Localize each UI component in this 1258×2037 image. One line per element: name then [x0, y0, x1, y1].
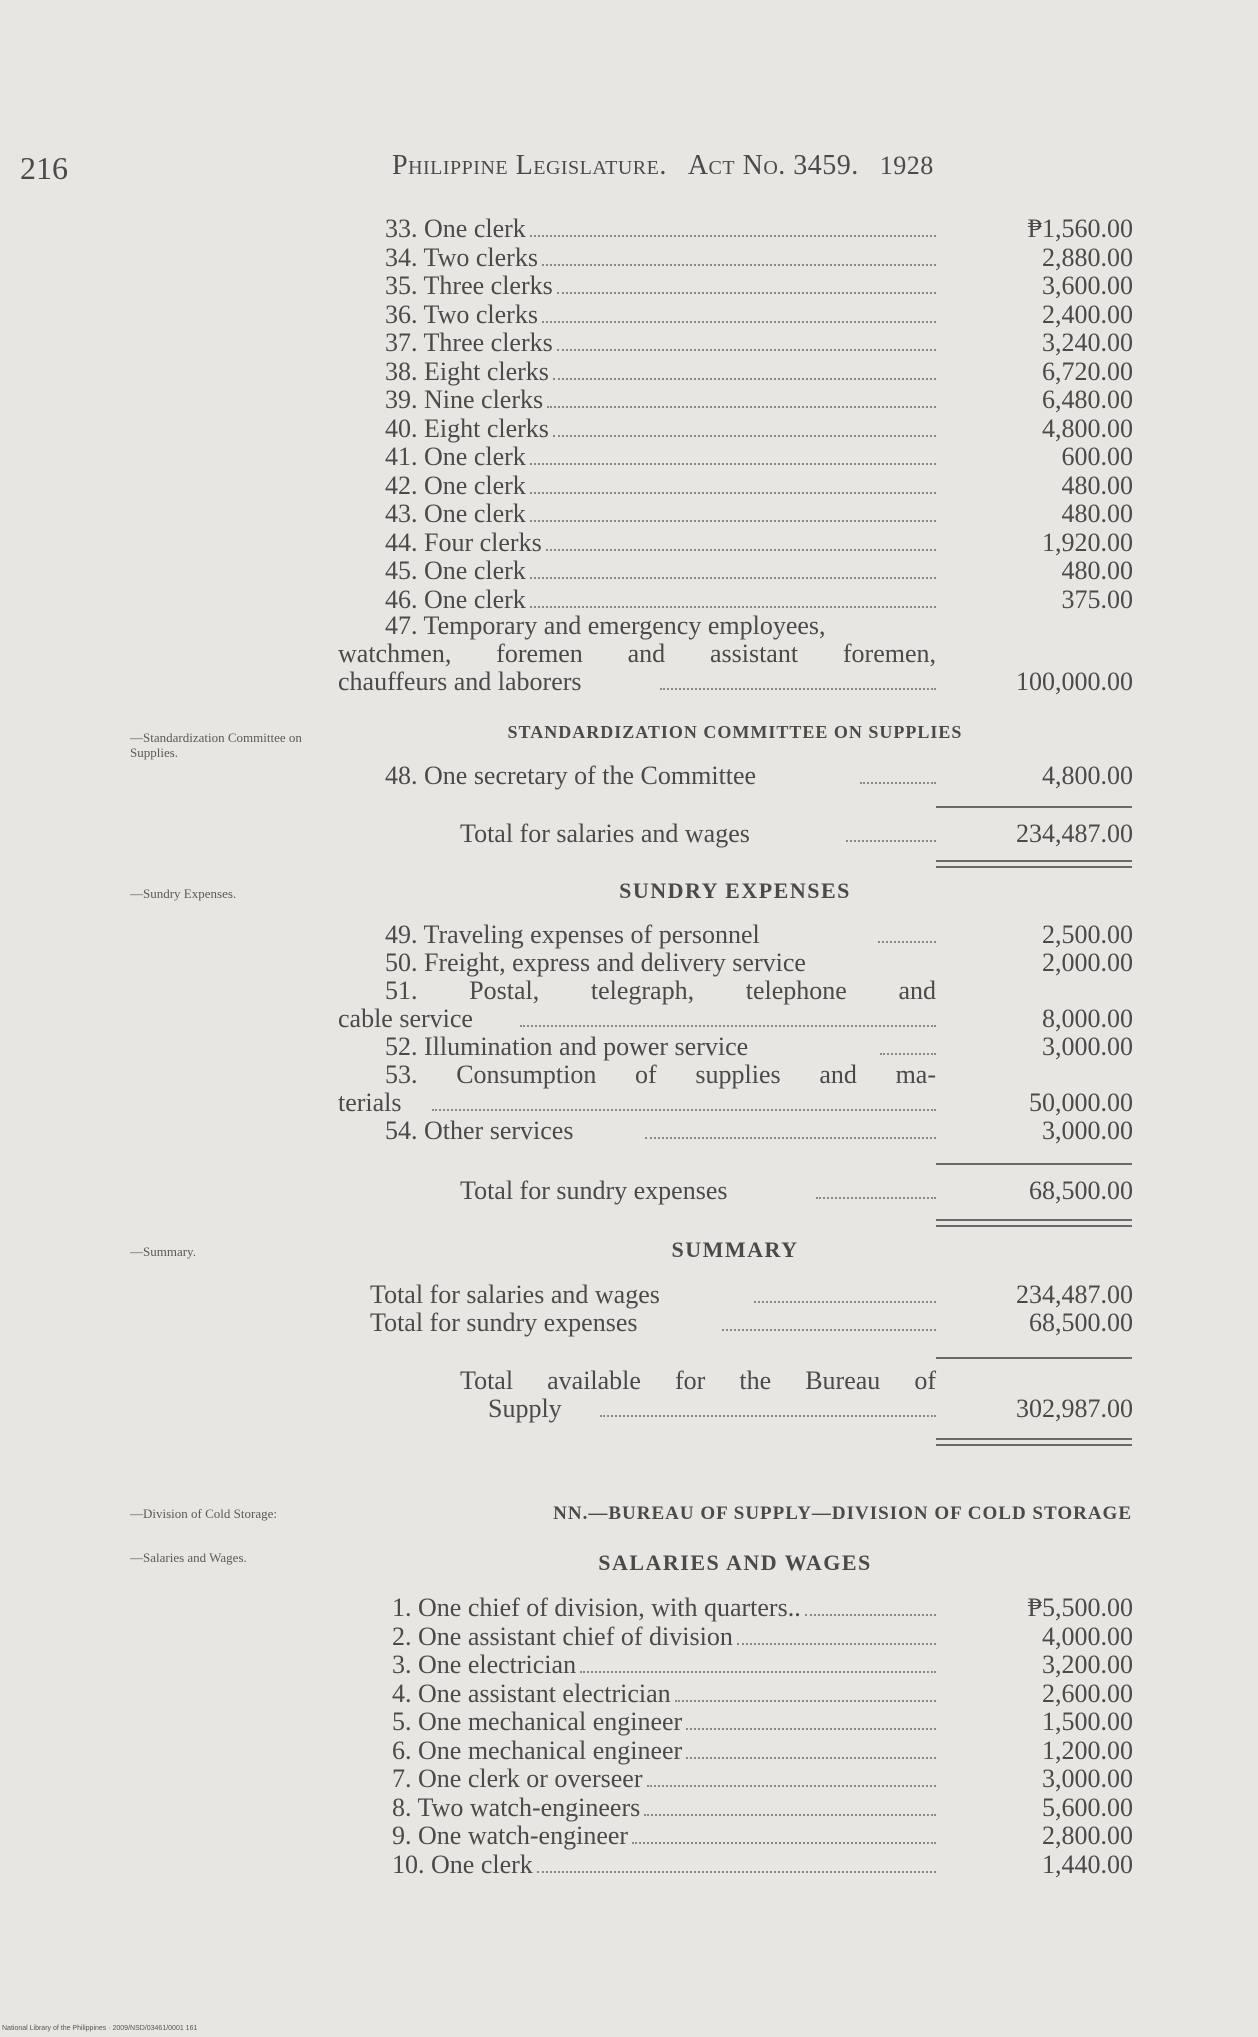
item52-label: 52. Illumination and power service [385, 1032, 749, 1061]
item-label: 41. One clerk [385, 442, 526, 471]
item-label: 1. One chief of division, with quarters.. [392, 1593, 801, 1622]
item-amount: 2,400.00 [1042, 299, 1133, 329]
list-item [0, 443, 1258, 471]
summary-total-line1: Total available for the Bureau of [460, 1366, 936, 1395]
list-item [0, 215, 1258, 243]
salaries-total-row [0, 820, 1258, 848]
list-item [0, 1708, 1258, 1736]
leader-dots [675, 1680, 936, 1702]
item53-line2: terials [338, 1088, 402, 1117]
leader-dots [632, 1822, 936, 1844]
leader-dots [530, 557, 936, 579]
item-label: 7. One clerk or overseer [392, 1764, 643, 1793]
item53-line1: 53. Consumption of supplies and ma- [385, 1060, 936, 1089]
item47-line2: watchmen, foremen and assistant foremen, [338, 639, 936, 668]
item-amount: 3,200.00 [1042, 1650, 1133, 1679]
sundry-total-row [0, 1177, 1258, 1205]
list-item [0, 301, 1258, 329]
leader-dots [542, 301, 936, 323]
list-item [0, 500, 1258, 528]
leader-dots [530, 472, 936, 494]
item-label: 42. One clerk [385, 470, 526, 500]
rule [936, 806, 1132, 808]
leader-dots [878, 921, 936, 943]
item54-amount: 3,000.00 [1042, 1116, 1133, 1145]
item-amount: 480.00 [1061, 499, 1133, 528]
leader-dots [647, 1765, 936, 1787]
item-amount: 1,200.00 [1042, 1735, 1133, 1765]
running-head [392, 150, 934, 182]
item-amount: 4,800.00 [1042, 413, 1133, 443]
margin-note-cold-storage: —Division of Cold Storage: [130, 1506, 277, 1521]
item51-row [0, 1005, 1258, 1033]
item-label: 2. One assistant chief of division [392, 1621, 733, 1651]
leader-dots [530, 586, 936, 608]
sundry-heading: SUNDRY EXPENSES [619, 878, 851, 903]
item-amount: 5,600.00 [1042, 1792, 1133, 1822]
item47-row [0, 668, 1258, 696]
item-label: 37. Three clerks [385, 328, 553, 357]
leader-dots [530, 215, 936, 237]
item-label: 38. Eight clerks [385, 356, 549, 386]
list-item [0, 1680, 1258, 1708]
item-label: 44. Four clerks [385, 527, 542, 557]
item48-row [0, 762, 1258, 790]
item48-amount: 4,800.00 [1042, 761, 1133, 790]
summary-line2-label: Total for sundry expenses [370, 1308, 638, 1337]
list-item [0, 272, 1258, 300]
running-head-act: Act No. 3459. [687, 150, 859, 181]
list-item [0, 529, 1258, 557]
list-item [0, 1851, 1258, 1879]
item52-row [0, 1033, 1258, 1061]
leader-dots [537, 1851, 936, 1873]
leader-dots [686, 1737, 936, 1759]
item52-amount: 3,000.00 [1042, 1032, 1133, 1061]
item50-row [0, 949, 1258, 977]
item-label: 46. One clerk [385, 584, 526, 614]
item49-label: 49. Traveling expenses of personnel [385, 920, 760, 949]
item49-amount: 2,500.00 [1042, 920, 1133, 949]
cold-storage-subheading: SALARIES AND WAGES [598, 1550, 872, 1575]
summary-line1-row [0, 1281, 1258, 1309]
margin-note-salaries-wages: —Salaries and Wages. [130, 1550, 247, 1565]
leader-dots [686, 1708, 936, 1730]
item-amount: 3,600.00 [1042, 271, 1133, 300]
list-item [0, 386, 1258, 414]
list-item [0, 1794, 1258, 1822]
leader-dots [660, 668, 936, 690]
leader-dots [860, 762, 936, 784]
list-item [0, 415, 1258, 443]
leader-dots [553, 415, 936, 437]
item-label: 6. One mechanical engineer [392, 1735, 683, 1765]
leader-dots [644, 1794, 936, 1816]
item-label: 36. Two clerks [385, 299, 538, 329]
list-item [0, 1737, 1258, 1765]
leader-dots [547, 386, 936, 408]
summary-line1-label: Total for salaries and wages [370, 1280, 660, 1309]
list-item [0, 1651, 1258, 1679]
leader-dots [542, 244, 936, 266]
summary-line1-amount: 234,487.00 [1016, 1280, 1133, 1309]
list-item [0, 358, 1258, 386]
item-amount: 3,240.00 [1042, 328, 1133, 357]
item-amount: 6,720.00 [1042, 356, 1133, 386]
leader-dots [546, 529, 936, 551]
item-label: 33. One clerk [385, 214, 526, 243]
sundry-total-amount: 68,500.00 [1029, 1176, 1133, 1205]
item-amount: 600.00 [1061, 442, 1133, 471]
leader-dots [580, 1651, 936, 1673]
item51-line1: 51. Postal, telegraph, telephone and [385, 976, 936, 1005]
running-head-year: 1928 [879, 151, 934, 180]
list-item [0, 557, 1258, 585]
rule [936, 1357, 1132, 1359]
leader-dots [600, 1395, 936, 1417]
item-label: 45. One clerk [385, 556, 526, 585]
salaries-total-label: Total for salaries and wages [460, 819, 750, 848]
item54-row [0, 1117, 1258, 1145]
item-label: 35. Three clerks [385, 271, 553, 300]
item-amount: ₱5,500.00 [1027, 1593, 1133, 1622]
item-label: 5. One mechanical engineer [392, 1707, 683, 1736]
item-label: 9. One watch-engineer [392, 1821, 629, 1850]
footer-credit: National Library of the Philippines · 2009/NSD/03461/0001 161 [2, 2025, 198, 2032]
item51-line2: cable service [338, 1004, 473, 1033]
list-item [0, 244, 1258, 272]
leader-dots [880, 1033, 936, 1055]
summary-line2-row [0, 1309, 1258, 1337]
item53-row [0, 1089, 1258, 1117]
item-amount: 480.00 [1061, 470, 1133, 500]
leader-dots [530, 443, 936, 465]
leader-dots [645, 1117, 936, 1139]
item50-label: 50. Freight, express and delivery service [385, 948, 806, 977]
summary-total-amount: 302,987.00 [1016, 1394, 1133, 1423]
double-rule [936, 860, 1132, 868]
item50-amount: 2,000.00 [1042, 948, 1133, 977]
item-amount: 1,500.00 [1042, 1707, 1133, 1736]
item49-row [0, 921, 1258, 949]
summary-total-row [0, 1395, 1258, 1423]
item47-amount: 100,000.00 [1016, 667, 1133, 696]
item-amount: 2,800.00 [1042, 1821, 1133, 1850]
leader-dots [557, 329, 936, 351]
item48-label: 48. One secretary of the Committee [385, 761, 757, 790]
item-amount: 2,880.00 [1042, 242, 1133, 272]
item-amount: 3,000.00 [1042, 1764, 1133, 1793]
list-item [0, 1594, 1258, 1622]
list-item [0, 329, 1258, 357]
item54-label: 54. Other services [385, 1116, 574, 1145]
leader-dots [754, 1281, 936, 1303]
item47-line3: chauffeurs and laborers [338, 667, 582, 696]
leader-dots [805, 1594, 936, 1616]
leader-dots [553, 358, 936, 380]
leader-dots [737, 1623, 936, 1645]
item-label: 3. One electrician [392, 1650, 577, 1679]
item-label: 4. One assistant electrician [392, 1678, 671, 1708]
page-number: 216 [20, 150, 68, 186]
list-item [0, 1765, 1258, 1793]
summary-total-line2: Supply [488, 1394, 562, 1423]
rule [936, 1163, 1132, 1165]
item-label: 34. Two clerks [385, 242, 538, 272]
item-amount: 1,920.00 [1042, 527, 1133, 557]
double-rule [936, 1438, 1132, 1446]
list-item [0, 472, 1258, 500]
leader-dots [846, 820, 936, 842]
summary-line2-amount: 68,500.00 [1029, 1308, 1133, 1337]
salaries-total-amount: 234,487.00 [1016, 819, 1133, 848]
running-head-title: Philippine Legislature. [392, 150, 667, 181]
margin-note-standardization: —Standardization Committee on Supplies. [130, 730, 302, 760]
item-amount: 6,480.00 [1042, 385, 1133, 414]
item-label: 43. One clerk [385, 499, 526, 528]
item-amount: ₱1,560.00 [1027, 214, 1133, 243]
leader-dots [557, 272, 936, 294]
item-amount: 1,440.00 [1042, 1849, 1133, 1879]
list-item [0, 1822, 1258, 1850]
leader-dots [530, 500, 936, 522]
sundry-total-label: Total for sundry expenses [460, 1176, 728, 1205]
item53-amount: 50,000.00 [1029, 1088, 1133, 1117]
leader-dots [520, 1005, 936, 1027]
item-label: 40. Eight clerks [385, 413, 549, 443]
margin-note-sundry: —Sundry Expenses. [130, 886, 237, 901]
item-label: 8. Two watch-engineers [392, 1792, 641, 1822]
double-rule [936, 1219, 1132, 1227]
item-label: 10. One clerk [392, 1849, 533, 1879]
standardization-heading: STANDARDIZATION COMMITTEE ON SUPPLIES [507, 722, 963, 742]
list-item [0, 1623, 1258, 1651]
item-label: 39. Nine clerks [385, 385, 544, 414]
item-amount: 375.00 [1061, 584, 1133, 614]
margin-note-summary: —Summary. [130, 1244, 196, 1259]
leader-dots [432, 1089, 936, 1111]
item-amount: 2,600.00 [1042, 1678, 1133, 1708]
item47-line1: 47. Temporary and emergency employees, [385, 611, 826, 640]
summary-heading: SUMMARY [671, 1237, 799, 1262]
list-item [0, 586, 1258, 614]
leader-dots [722, 1309, 936, 1331]
leader-dots [816, 1177, 936, 1199]
item-amount: 4,000.00 [1042, 1621, 1133, 1651]
item51-amount: 8,000.00 [1042, 1004, 1133, 1033]
item-amount: 480.00 [1061, 556, 1133, 585]
cold-storage-heading: NN.—BUREAU OF SUPPLY—DIVISION OF COLD STORAGE [553, 1503, 1132, 1524]
